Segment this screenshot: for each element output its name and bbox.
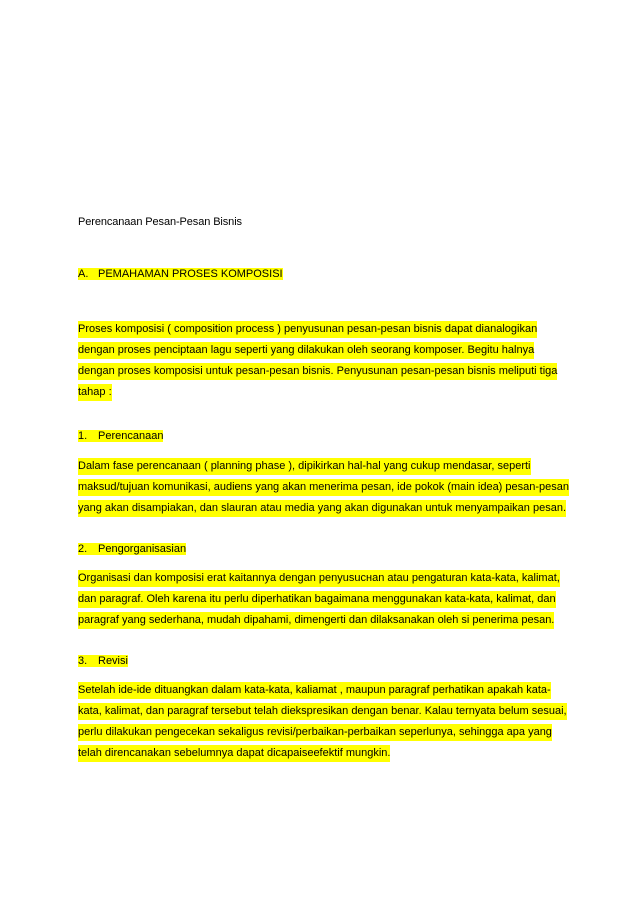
stage-1-heading	[78, 430, 163, 443]
stage-3-body	[78, 680, 570, 764]
stage-1-body-text: Dalam fase perencanaan ( planning phase ), dipikirkan hal-hal yang cukup mendasar, seperti maksud/tujuan komunikasi, audiens yang akan menerima pesan, ide pokok (main idea) pesan-pesan yang akan disampiakan, dan slauran atau media yang akan digunakan untuk menyampaikan pesan.	[78, 458, 569, 517]
section-a-heading-highlight	[78, 268, 283, 280]
stage-2-title: Pengorganisasian	[98, 543, 187, 555]
stage-2-body-text: Organisasi dan komposisi erat kaitannya dengan penyusuснan atau pengaturan kata-kata, kalimat, dan paragraf. Oleh karena itu perlu diperhatikan bagaimana menggunakan kata-kata, kalimat, dan paragraf yang sederhana, mudah dipahami, dimengerti dan dilaksanakan oleh si penerima pesan.	[78, 570, 560, 629]
stage-3-body-text: Setelah ide-ide dituangkan dalam kata-kata, kaliamat , maupun paragraf perhatikan apakah kata-kata, kalimat, dan paragraf tersebut telah diekspresikan dengan benar. Kalau ternyata belum sesuai, perlu dilakukan pengecekan sekaligus revisi/perbaikan-perbaikan seperlunya, sehingga apa yang telah direncanakan sebelumnya dapat dicapaiseefektif mungkin.	[78, 682, 567, 762]
section-a-title: PEMAHAMAN PROSES KOMPOSISI	[98, 268, 283, 280]
stage-1-number: 1.	[78, 430, 88, 442]
stage-2-body	[78, 568, 570, 631]
section-a-heading	[78, 268, 283, 281]
stage-2-heading-highlight	[78, 543, 186, 555]
stage-3-title: Revisi	[98, 655, 128, 667]
section-a-number: A.	[78, 268, 89, 280]
document-title: Perencanaan Pesan-Pesan Bisnis	[78, 216, 242, 228]
section-a-intro	[78, 319, 570, 403]
stage-3-heading-highlight	[78, 655, 128, 667]
stage-3-number: 3.	[78, 655, 88, 667]
section-a-intro-text: Proses komposisi ( composition process ) penyusunan pesan-pesan bisnis dapat dianalogikan dengan proses penciptaan lagu seperti yang dilakukan oleh seorang komposer. Begitu halnya dengan proses komposisi untuk pesan-pesan bisnis. Penyusunan pesan-pesan bisnis meliputi tiga tahap :	[78, 321, 557, 401]
stage-2-heading	[78, 543, 186, 556]
stage-1-heading-highlight	[78, 430, 163, 442]
stage-1-body	[78, 456, 570, 519]
stage-2-number: 2.	[78, 543, 88, 555]
stage-3-heading	[78, 655, 128, 668]
stage-1-title: Perencanaan	[98, 430, 164, 442]
